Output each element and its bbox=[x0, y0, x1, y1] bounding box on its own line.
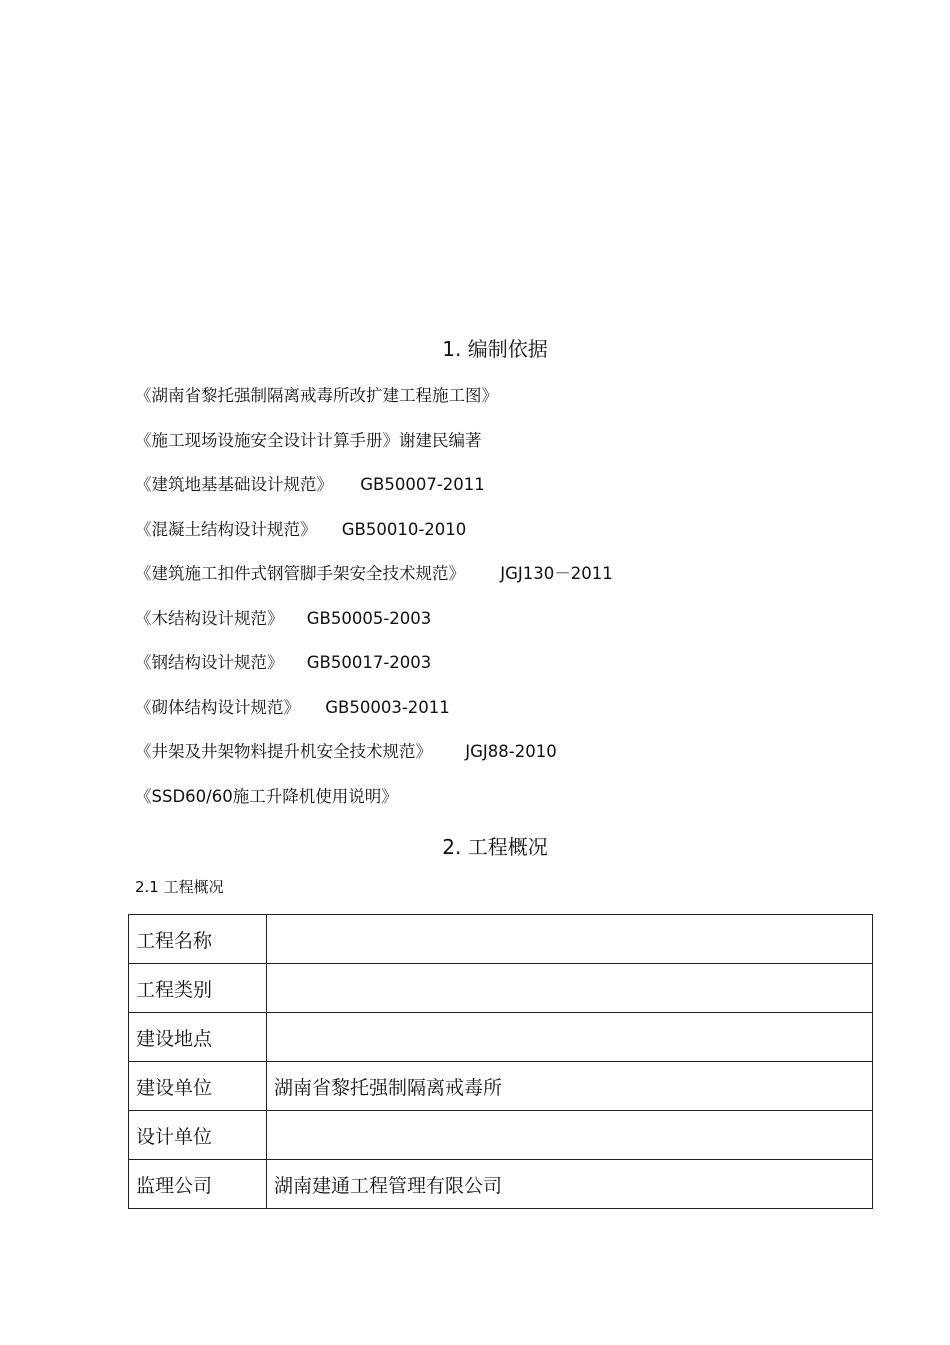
basis-item bbox=[135, 383, 613, 428]
basis-item-title: 《砌体结构设计规范》 bbox=[135, 697, 300, 717]
table-label-cell: 工程类别 bbox=[129, 964, 267, 1013]
basis-item bbox=[135, 784, 613, 829]
basis-item bbox=[135, 561, 613, 606]
basis-item bbox=[135, 650, 613, 695]
basis-item bbox=[135, 428, 613, 473]
basis-item-title: 《建筑施工扣件式钢管脚手架安全技术规范》 bbox=[135, 564, 465, 583]
table-row bbox=[129, 964, 873, 1013]
basis-item bbox=[135, 739, 613, 784]
table-label-cell: 建设单位 bbox=[129, 1062, 267, 1111]
basis-item bbox=[135, 472, 613, 517]
table-row bbox=[129, 1160, 873, 1209]
basis-item bbox=[135, 695, 613, 740]
table-row bbox=[129, 1111, 873, 1160]
table-value-cell: 湖南建通工程管理有限公司 bbox=[267, 1160, 873, 1209]
basis-item bbox=[135, 517, 613, 562]
basis-item-code: JGJ88-2010 bbox=[465, 742, 557, 761]
table-value-cell bbox=[267, 1111, 873, 1160]
table-value-cell bbox=[267, 1013, 873, 1062]
table-row bbox=[129, 1013, 873, 1062]
table-row bbox=[129, 1062, 873, 1111]
table-label-cell: 监理公司 bbox=[129, 1160, 267, 1209]
basis-item-title: 《建筑地基基础设计规范》 bbox=[135, 475, 333, 494]
basis-item-code: GB50007-2011 bbox=[360, 475, 485, 494]
basis-item-title: 《混凝土结构设计规范》 bbox=[135, 519, 317, 539]
table-value-cell bbox=[267, 964, 873, 1013]
basis-item-title: 《木结构设计规范》 bbox=[135, 608, 284, 628]
table-label-cell: 设计单位 bbox=[129, 1111, 267, 1160]
basis-item-title: 《施工现场设施安全设计计算手册》谢建民编著 bbox=[135, 430, 482, 450]
subsection-title-overview: 2.1 工程概况 bbox=[135, 878, 224, 896]
basis-item-title: 《SSD60/60施工升降机使用说明》 bbox=[135, 786, 398, 806]
table-row bbox=[129, 915, 873, 964]
basis-item-code: GB50017-2003 bbox=[306, 653, 432, 672]
table-value-cell bbox=[267, 915, 873, 964]
section-title-basis: 1. 编制依据 bbox=[442, 337, 548, 361]
table-label-cell: 建设地点 bbox=[129, 1013, 267, 1062]
basis-list bbox=[135, 383, 613, 828]
basis-item-title: 《井架及井架物料提升机安全技术规范》 bbox=[135, 742, 432, 761]
basis-item-code: GB50003-2011 bbox=[325, 697, 450, 717]
project-overview-table bbox=[128, 914, 873, 1209]
table-value-cell: 湖南省黎托强制隔离戒毒所 bbox=[267, 1062, 873, 1111]
basis-item-title: 《湖南省黎托强制隔离戒毒所改扩建工程施工图》 bbox=[135, 386, 498, 405]
basis-item-code: GB50005-2003 bbox=[306, 608, 432, 628]
basis-item-title: 《钢结构设计规范》 bbox=[135, 653, 284, 672]
basis-item bbox=[135, 606, 613, 651]
basis-item-code: GB50010-2010 bbox=[341, 519, 467, 539]
table-label-cell: 工程名称 bbox=[129, 915, 267, 964]
section-title-overview: 2. 工程概况 bbox=[442, 835, 548, 859]
basis-item-code: JGJ130－2011 bbox=[500, 564, 613, 583]
